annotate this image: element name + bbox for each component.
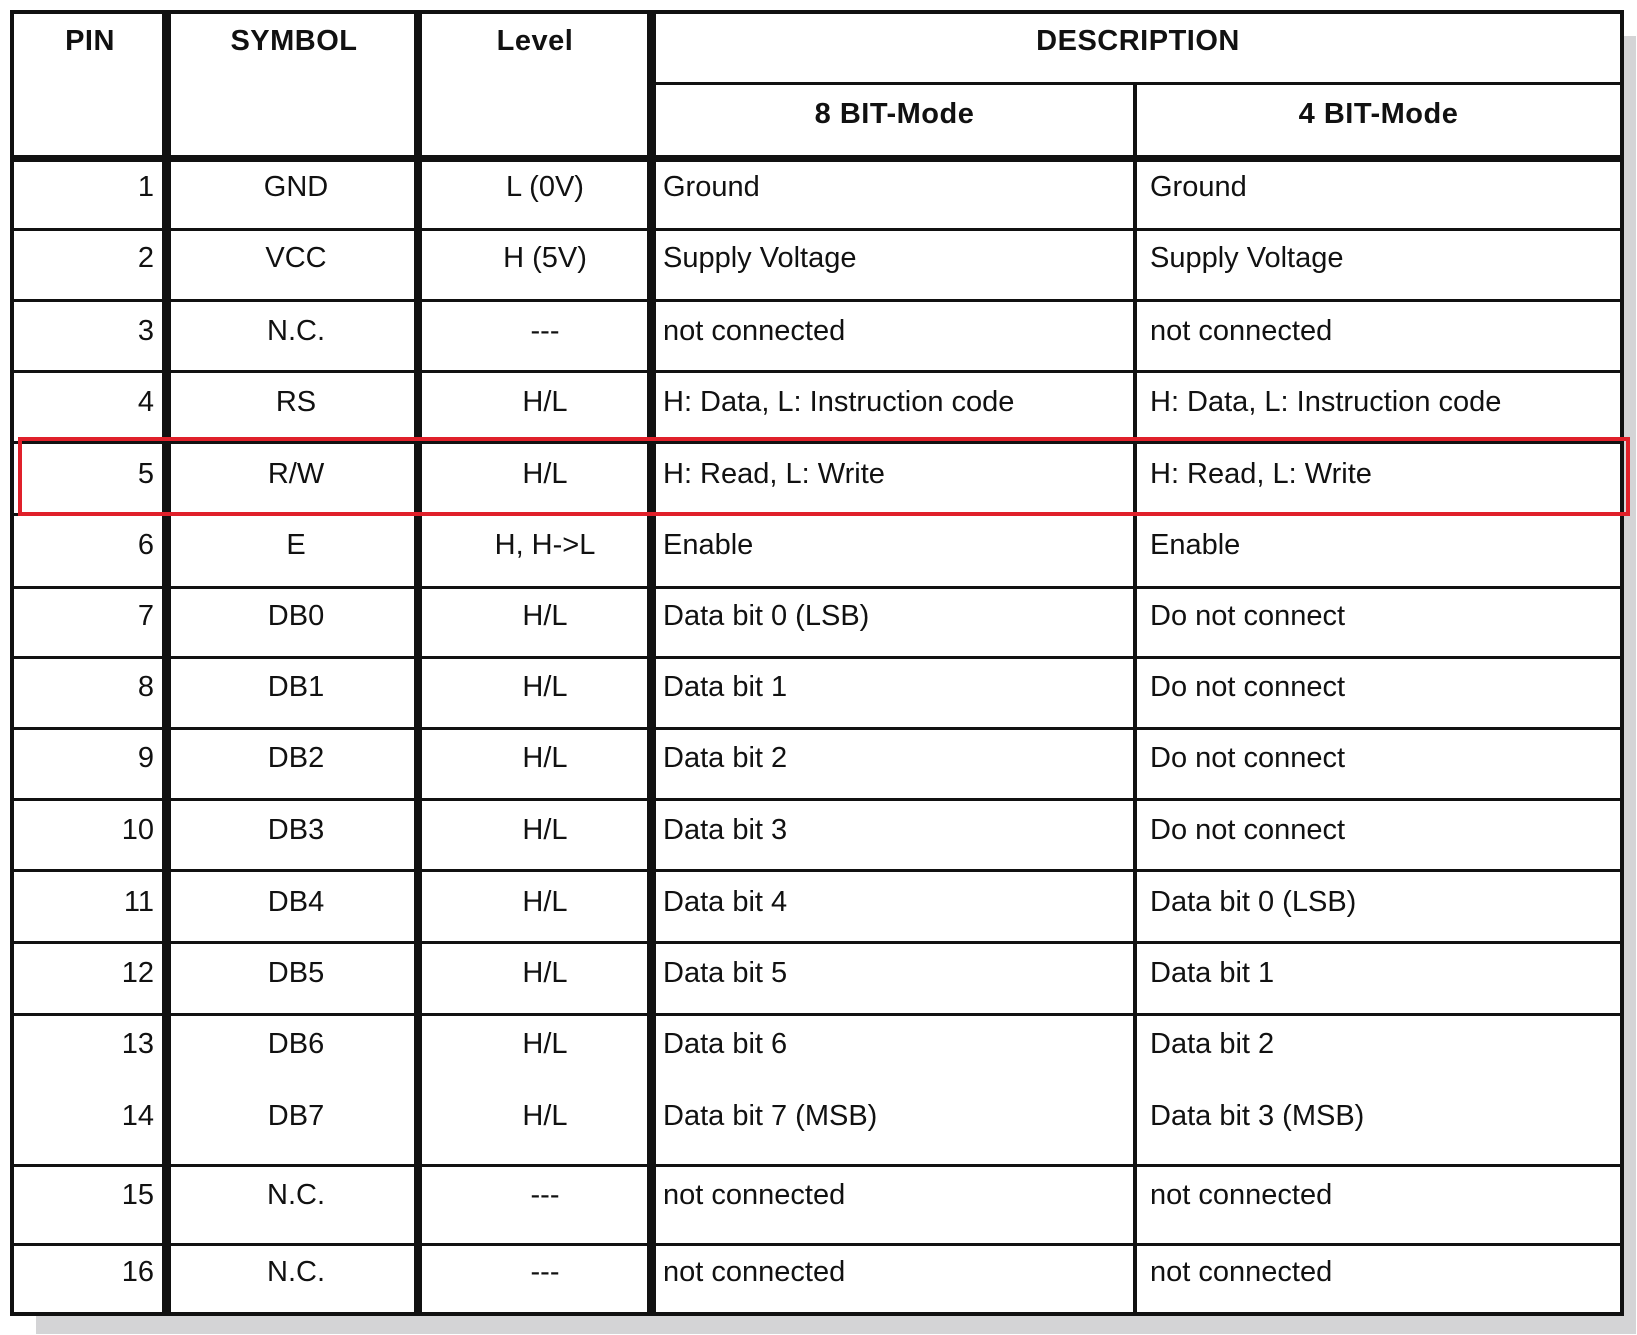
cell-4bit-description: Data bit 1 [1150,957,1275,989]
cell-level: H/L [522,957,568,989]
cell-level: L (0V) [506,171,584,203]
cell-level: H/L [522,1100,568,1132]
cell-4bit-description: Data bit 2 [1150,1028,1275,1060]
row-separator [12,869,1622,872]
cell-pin: 8 [137,671,154,703]
cell-pin: 5 [137,458,154,490]
drop-shadow-right [1624,36,1636,1326]
cell-level: H/L [522,600,568,632]
cell-symbol: GND [263,171,329,203]
cell-8bit-description: Ground [663,171,760,203]
cell-4bit-description: H: Read, L: Write [1150,458,1372,490]
cell-symbol: DB7 [267,1100,325,1132]
cell-symbol: R/W [267,458,325,490]
cell-pin: 6 [137,529,154,561]
cell-level: H (5V) [503,242,587,274]
cell-symbol: E [286,529,306,561]
cell-pin: 1 [137,171,154,203]
cell-8bit-description: Data bit 0 (LSB) [663,600,870,632]
cell-pin: 11 [123,886,154,918]
cell-pin: 3 [137,315,154,347]
cell-8bit-description: not connected [663,315,846,347]
cell-level: --- [530,1256,560,1288]
row-separator [12,370,1622,373]
row-separator [12,586,1622,589]
row-separator [12,1164,1622,1167]
cell-symbol: DB6 [267,1028,325,1060]
cell-symbol: RS [275,386,317,418]
cell-pin: 2 [137,242,154,274]
cell-8bit-description: Data bit 5 [663,957,788,989]
cell-8bit-description: Data bit 2 [663,742,788,774]
cell-pin: 13 [121,1028,154,1060]
cell-4bit-description: Enable [1150,529,1241,561]
cell-level: H/L [522,886,568,918]
row-separator [12,228,1622,231]
cell-symbol: N.C. [267,315,325,347]
rule-between-modes [1133,82,1137,1316]
cell-8bit-description: not connected [663,1256,846,1288]
cell-level: H/L [522,742,568,774]
cell-8bit-description: Data bit 1 [663,671,788,703]
row-separator [12,727,1622,730]
row-separator [12,656,1622,659]
cell-symbol: VCC [265,242,327,274]
cell-pin: 10 [121,814,154,846]
cell-symbol: DB3 [267,814,325,846]
cell-level: H/L [522,1028,568,1060]
cell-pin: 15 [121,1179,154,1211]
rule-after-pin [162,10,171,1316]
cell-8bit-description: Enable [663,529,754,561]
cell-8bit-description: not connected [663,1179,846,1211]
header-level: Level [496,25,574,57]
rule-header-bottom [12,155,1622,162]
row-highlight-box [18,437,1630,516]
cell-8bit-description: Data bit 3 [663,814,788,846]
cell-pin: 16 [121,1256,154,1288]
cell-symbol: DB1 [267,671,325,703]
header-4bit-mode: 4 BIT-Mode [1298,98,1459,130]
cell-level: H/L [522,671,568,703]
cell-8bit-description: Supply Voltage [663,242,857,274]
cell-4bit-description: Data bit 0 (LSB) [1150,886,1357,918]
rule-description-sub [654,82,1620,85]
cell-level: --- [530,315,560,347]
cell-level: H/L [522,458,568,490]
cell-level: H, H->L [494,529,596,561]
row-separator [12,941,1622,944]
cell-4bit-description: Do not connect [1150,814,1346,846]
cell-8bit-description: H: Data, L: Instruction code [663,386,1015,418]
cell-8bit-description: Data bit 7 (MSB) [663,1100,878,1132]
header-description: DESCRIPTION [1036,25,1240,57]
header-symbol: SYMBOL [230,25,358,57]
cell-symbol: N.C. [267,1256,325,1288]
header-pin: PIN [65,25,115,57]
cell-4bit-description: Do not connect [1150,600,1346,632]
cell-4bit-description: Ground [1150,171,1247,203]
row-separator [12,299,1622,302]
cell-level: H/L [522,386,568,418]
row-separator [12,1243,1622,1246]
row-separator [12,1013,1622,1016]
cell-symbol: DB0 [267,600,325,632]
cell-8bit-description: Data bit 4 [663,886,788,918]
cell-symbol: N.C. [267,1179,325,1211]
cell-pin: 7 [137,600,154,632]
cell-8bit-description: H: Read, L: Write [663,458,885,490]
cell-4bit-description: not connected [1150,1179,1333,1211]
cell-4bit-description: Supply Voltage [1150,242,1344,274]
cell-4bit-description: Do not connect [1150,742,1346,774]
cell-4bit-description: Do not connect [1150,671,1346,703]
cell-8bit-description: Data bit 6 [663,1028,788,1060]
cell-level: H/L [522,814,568,846]
drop-shadow-bottom [36,1316,1636,1334]
cell-level: --- [530,1179,560,1211]
header-8bit-mode: 8 BIT-Mode [814,98,975,130]
cell-4bit-description: H: Data, L: Instruction code [1150,386,1502,418]
cell-pin: 14 [121,1100,154,1132]
cell-pin: 12 [121,957,154,989]
cell-4bit-description: Data bit 3 (MSB) [1150,1100,1365,1132]
cell-pin: 9 [137,742,154,774]
cell-pin: 4 [137,386,154,418]
cell-4bit-description: not connected [1150,1256,1333,1288]
cell-symbol: DB5 [267,957,325,989]
cell-symbol: DB2 [267,742,325,774]
row-separator [12,798,1622,801]
cell-4bit-description: not connected [1150,315,1333,347]
cell-symbol: DB4 [267,886,325,918]
